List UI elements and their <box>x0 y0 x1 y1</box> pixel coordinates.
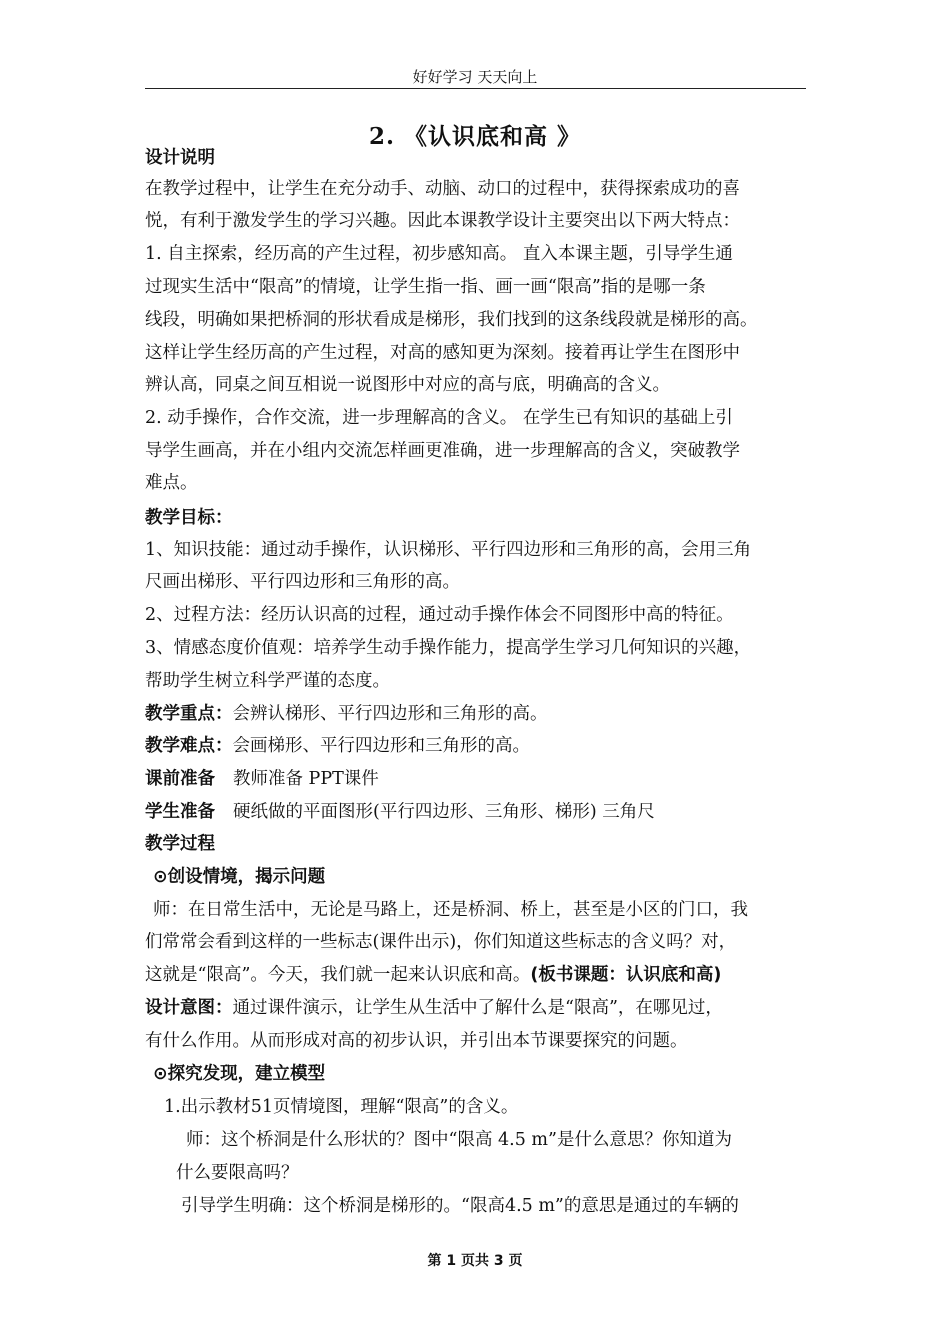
page-header: 好好学习 天天向上 <box>412 68 538 86</box>
design-heading: 设计说明 <box>145 148 215 168</box>
paragraph-line: 难点。 <box>145 473 198 493</box>
paragraph-line: 3、情感态度价值观：培养学生动手操作能力，提高学生学习几何知识的兴趣， <box>145 638 752 658</box>
difficulty-label: 教学难点： <box>145 736 233 756</box>
paragraph-line: 辨认高，同桌之间互相说一说图形中对应的高与底，明确高的含义。 <box>145 375 670 395</box>
paragraph-line: 什么要限高吗？ <box>176 1163 299 1183</box>
paragraph-line: 尺画出梯形、平行四边形和三角形的高。 <box>145 572 460 592</box>
student-prep-label: 学生准备 <box>145 802 215 822</box>
key-points <box>145 702 825 726</box>
paragraph-line: 悦，有利于激发学生的学习兴趣。因此本课教学设计主要突出以下两大特点： <box>145 211 740 231</box>
page-footer: 第 1 页共 3 页 <box>427 1253 523 1269</box>
design-intent <box>145 996 825 1020</box>
paragraph-line: 1、知识技能：通过动手操作，认识梯形、平行四边形和三角形的高，会用三角 <box>145 540 752 560</box>
process-heading: 教学过程 <box>145 834 215 854</box>
paragraph-line <box>145 963 825 987</box>
header-divider <box>145 88 806 89</box>
student-prep-text: 硬纸做的平面图形(平行四边形、三角形、梯形) 三角尺 <box>233 802 655 822</box>
paragraph-line: 在教学过程中，让学生在充分动手、动脑、动口的过程中，获得探索成功的喜 <box>145 179 740 199</box>
difficult-points <box>145 734 825 758</box>
page-title: 2. 《认识底和高 》 <box>368 123 582 150</box>
paragraph-line: 导学生画高，并在小组内交流怎样画更准确，进一步理解高的含义，突破教学 <box>145 441 740 461</box>
paragraph-line: 帮助学生树立科学严谨的态度。 <box>145 671 390 691</box>
paragraph-line: 2. 动手操作，合作交流，进一步理解高的含义。 在学生已有知识的基础上引 <box>145 408 733 428</box>
list-item: 1.出示教材51页情境图，理解“限高”的含义。 <box>164 1097 519 1117</box>
student-preparation <box>145 800 825 824</box>
key-label: 教学重点： <box>145 704 233 724</box>
class-preparation <box>145 767 825 791</box>
paragraph-line: 过现实生活中“限高”的情境，让学生指一指、画一画“限高”指的是哪一条 <box>145 277 706 297</box>
paragraph-line: 引导学生明确：这个桥洞是梯形的。“限高4.5 m”的意思是通过的车辆的 <box>181 1196 739 1216</box>
step1-text: 这就是“限高”。今天，我们就一起来认识底和高。 <box>145 965 531 985</box>
paragraph-line: 师：在日常生活中，无论是马路上，还是桥洞、桥上，甚至是小区的门口，我 <box>153 900 748 920</box>
prep-text: 教师准备 PPT课件 <box>233 769 379 789</box>
step2-heading: ⊙探究发现，建立模型 <box>153 1064 326 1084</box>
paragraph-line: 师：这个桥洞是什么形状的？图中“限高 4.5 m”是什么意思？你知道为 <box>186 1130 732 1150</box>
paragraph-line: 线段，明确如果把桥洞的形状看成是梯形，我们找到的这条线段就是梯形的高。 <box>145 310 758 330</box>
paragraph-line: 2、过程方法：经历认识高的过程，通过动手操作体会不同图形中高的特征。 <box>145 605 734 625</box>
difficulty-text: 会画梯形、平行四边形和三角形的高。 <box>232 736 530 756</box>
step1-heading: ⊙创设情境，揭示问题 <box>153 867 326 887</box>
goals-heading: 教学目标： <box>145 508 233 528</box>
paragraph-line: 1. 自主探索，经历高的产生过程，初步感知高。 直入本课主题，引导学生通 <box>145 244 733 264</box>
paragraph-line: 有什么作用。从而形成对高的初步认识，并引出本节课要探究的问题。 <box>145 1031 688 1051</box>
prep-label: 课前准备 <box>145 769 215 789</box>
paragraph-line: 们常常会看到这样的一些标志(课件出示)，你们知道这些标志的含义吗？对， <box>145 932 737 952</box>
intent-text: 通过课件演示，让学生从生活中了解什么是“限高”，在哪见过， <box>232 998 723 1018</box>
intent-label: 设计意图： <box>145 998 233 1018</box>
paragraph-line: 这样让学生经历高的产生过程，对高的感知更为深刻。接着再让学生在图形中 <box>145 343 740 363</box>
key-text: 会辨认梯形、平行四边形和三角形的高。 <box>232 704 548 724</box>
board-title: (板书课题：认识底和高) <box>530 965 722 985</box>
